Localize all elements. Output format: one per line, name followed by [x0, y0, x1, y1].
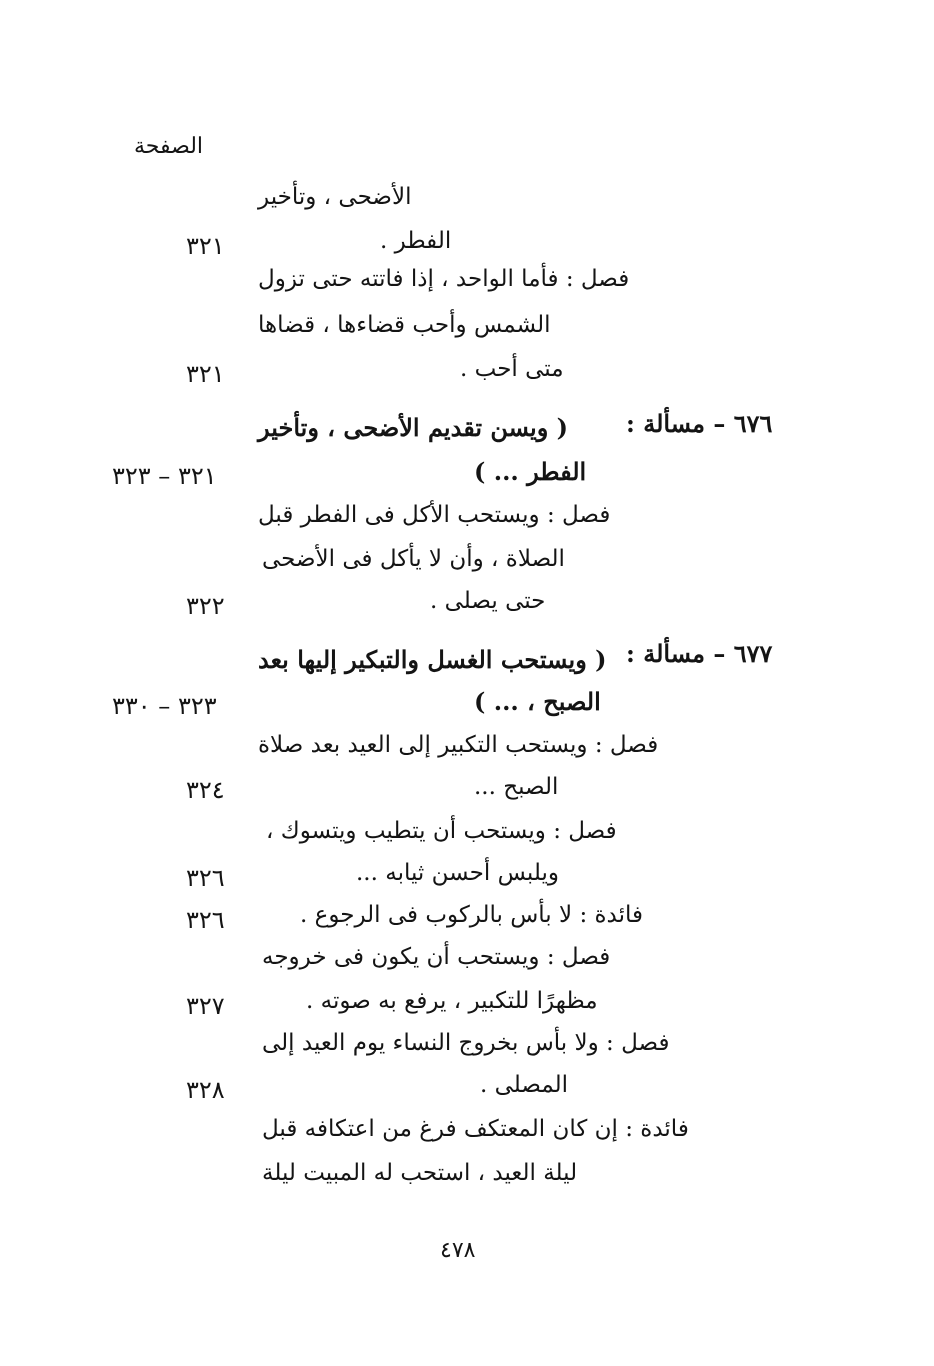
entry-text-line: الصبح ...: [474, 774, 559, 800]
page-ref: ٣٢٧: [186, 992, 225, 1020]
question-text-line: ( ويسن تقديم الأضحى ، وتأخير: [258, 413, 569, 442]
page-ref: ٣٢٤: [186, 776, 225, 804]
page-range: ٣٢٣ – ٣٣٠: [112, 692, 217, 720]
entry-text-line: ليلة العيد ، استحب له المبيت ليلة: [262, 1160, 578, 1186]
entry-text-line: ويلبس أحسن ثيابه ...: [356, 860, 559, 886]
entry-text-line: الشمس وأحب قضاءها ، قضاها: [258, 312, 551, 338]
entry-text-line: فصل : ولا بأس بخروج النساء يوم العيد إلى: [262, 1030, 670, 1056]
entry-text-line: فصل : ويستحب التكبير إلى العيد بعد صلاة: [258, 732, 659, 758]
page-ref: ٣٢٦: [186, 864, 225, 892]
entry-text-line: مظهرًا للتكبير ، يرفع به صوته .: [306, 988, 598, 1014]
page-ref: ٣٢١: [186, 360, 225, 388]
entry-text-line: الفطر .: [380, 228, 452, 254]
page-ref: ٣٢٦: [186, 906, 225, 934]
entry-text-line: الأضحى ، وتأخير: [258, 184, 412, 210]
entry-text-line: الصلاة ، وأن لا يأكل فى الأضحى: [262, 546, 565, 572]
entry-text-line: فائدة : إن كان المعتكف فرغ من اعتكافه قبل: [262, 1116, 689, 1142]
page-ref: ٣٢٢: [186, 592, 225, 620]
entry-text-line: فصل : ويستحب أن يكون فى خروجه: [262, 944, 611, 970]
entry-text-line: حتى يصلى .: [430, 588, 546, 614]
entry-text-line: المصلى .: [480, 1072, 569, 1098]
entry-text-line: فصل : ويستحب أن يتطيب ويتسوك ،: [266, 818, 617, 844]
entry-text-line: فصل : ويستحب الأكل فى الفطر قبل: [258, 502, 611, 528]
question-text-line: الفطر ... ): [474, 457, 587, 486]
page-ref: ٣٢١: [186, 232, 225, 260]
column-header: الصفحة: [134, 134, 204, 159]
entry-text-line: فصل : فأما الواحد ، إذا فاتته حتى تزول: [258, 266, 630, 292]
page-ref: ٣٢٨: [186, 1076, 225, 1104]
page-range: ٣٢١ – ٣٢٣: [112, 462, 217, 490]
page-number: ٤٧٨: [440, 1238, 476, 1263]
question-text-line: ( ويستحب الغسل والتبكير إليها بعد: [258, 645, 607, 674]
entry-text-line: فائدة : لا بأس بالركوب فى الرجوع .: [300, 902, 644, 928]
question-label: ٦٧٧ – مسألة :: [626, 639, 773, 668]
entry-text-line: متى أحب .: [460, 356, 564, 382]
question-label: ٦٧٦ – مسألة :: [626, 409, 773, 438]
question-text-line: الصبح ، ... ): [474, 687, 601, 716]
